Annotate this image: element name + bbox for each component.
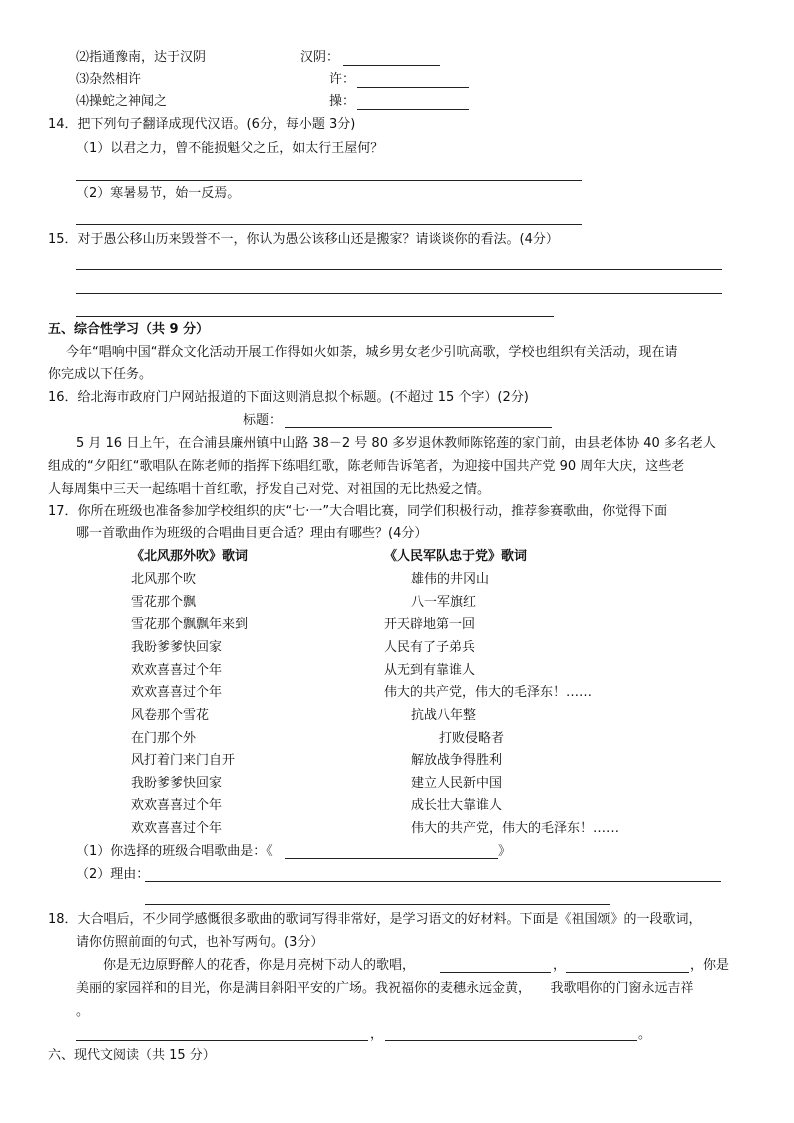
lyric-line: 我盼爹爹快回家 bbox=[131, 640, 223, 655]
lyric-line: 在门那个外 bbox=[131, 731, 197, 746]
q18-line-1: 18．大合唱后，不少同学感慨很多歌曲的歌词写得非常好，是学习语文的好材料。下面是《祖国颂》的一段歌词， bbox=[48, 912, 702, 927]
section-5-intro-2: 你完成以下任务。 bbox=[48, 367, 153, 382]
lyric-line: 风卷那个雪花 bbox=[131, 708, 210, 723]
q13-label-3: 许： bbox=[329, 72, 356, 87]
answer-line[interactable] bbox=[76, 180, 582, 181]
q13-item-2: ⑵指通豫南，达于汉阴 bbox=[76, 50, 207, 65]
song-b-title: 《人民军队忠于党》歌词 bbox=[384, 549, 528, 564]
lyric-line: 雪花那个飘飘年来到 bbox=[131, 617, 249, 632]
lyric-line: 伟大的共产党，伟大的毛泽东！…… bbox=[384, 685, 593, 700]
q18-poem-line-2: 美丽的家园祥和的目光，你是满目斜阳平安的广场。我祝福你的麦穗永远金黄， 我歌唱你的门窗永远吉祥 bbox=[76, 981, 694, 996]
lyric-line: 雄伟的井冈山 bbox=[411, 572, 490, 587]
lyric-line: 欢欢喜喜过个年 bbox=[131, 798, 223, 813]
answer-line[interactable] bbox=[357, 109, 469, 110]
q13-item-3: ⑶杂然相许 bbox=[76, 72, 142, 87]
q16-news-line-3: 人每周集中三天一起练唱十首红歌，抒发自己对党、对祖国的无比热爱之情。 bbox=[48, 482, 491, 497]
answer-line[interactable] bbox=[76, 316, 554, 317]
q17-answer-1-label: （1）你选择的班级合唱歌曲是：《 bbox=[76, 844, 273, 859]
q13-label-2: 汉阴： bbox=[300, 50, 340, 65]
lyric-line: 开天辟地第一回 bbox=[384, 617, 476, 632]
q16-title: 16．给北海市政府门户网站报道的下面这则消息拟个标题。(不超过 15 个字）(2分) bbox=[48, 390, 529, 405]
answer-line[interactable] bbox=[76, 1040, 368, 1041]
q17-answer-2-label: （2）理由： bbox=[76, 867, 150, 882]
song-a-title: 《北风那外吹》歌词 bbox=[131, 549, 249, 564]
lyric-line: 北风那个吹 bbox=[131, 572, 197, 587]
q17-answer-1-close: 》 bbox=[498, 844, 512, 859]
answer-line[interactable] bbox=[385, 1040, 637, 1041]
q14-title: 14．把下列句子翻译成现代汉语。(6分，每小题 3分) bbox=[48, 117, 356, 132]
lyric-line: 风打着门来门自开 bbox=[131, 753, 236, 768]
answer-line[interactable] bbox=[357, 87, 469, 88]
lyric-line: 从无到有靠谁人 bbox=[384, 663, 476, 678]
q18-poem-cont: ，你是 bbox=[690, 958, 730, 973]
q14-sentence-2: （2）寒暑易节，始一反焉。 bbox=[76, 186, 241, 201]
answer-line[interactable] bbox=[343, 65, 440, 66]
q18-sep: ， bbox=[370, 1027, 384, 1042]
lyric-line: 抗战八年整 bbox=[411, 708, 477, 723]
q13-label-4: 操： bbox=[329, 94, 356, 109]
section-5-intro-1: 今年“唱响中国“群众文化活动开展工作得如火如荼，城乡男女老少引吭高歌，学校也组织有关活动，现在请 bbox=[66, 345, 678, 360]
q15-title: 15．对于愚公移山历来毁誉不一，你认为愚公该移山还是搬家？请谈谈你的看法。(4分） bbox=[48, 232, 559, 247]
q18-comma: ， bbox=[553, 958, 567, 973]
lyric-line: 八一军旗红 bbox=[411, 595, 477, 610]
title-answer-line[interactable] bbox=[285, 427, 552, 428]
reason-line[interactable] bbox=[145, 904, 610, 905]
q16-title-label: 标题： bbox=[243, 413, 283, 428]
song-choice-line[interactable] bbox=[285, 858, 498, 859]
lyric-line: 欢欢喜喜过个年 bbox=[131, 685, 223, 700]
section-5-heading: 五、综合性学习（共 9 分） bbox=[48, 322, 210, 337]
answer-line[interactable] bbox=[76, 224, 582, 225]
lyric-line: 我盼爹爹快回家 bbox=[131, 776, 223, 791]
lyric-line: 人民有了子弟兵 bbox=[384, 640, 476, 655]
q18-poem-line-3: 。 bbox=[76, 1004, 90, 1019]
lyric-line: 雪花那个飘 bbox=[131, 595, 197, 610]
q18-end: 。 bbox=[638, 1027, 652, 1042]
q17-line-1: 17．你所在班级也准备参加学校组织的庆“七·一”大合唱比赛，同学们积极行动，推荐参赛歌曲，你觉得下面 bbox=[48, 504, 668, 519]
q16-news-line-1: 5 月 16 日上午，在合浦县廉州镇中山路 38－2 号 80 多岁退休教师陈铭莲的家门前，由县老体协 40 多名老人 bbox=[76, 436, 716, 451]
answer-line[interactable] bbox=[76, 269, 722, 270]
section-6-heading: 六、现代文阅读（共 15 分） bbox=[48, 1048, 216, 1063]
lyric-line: 打败侵略者 bbox=[439, 731, 505, 746]
q14-sentence-1: （1）以君之力，曾不能损魁父之丘，如太行王屋何？ bbox=[76, 141, 384, 156]
lyric-line: 解放战争得胜利 bbox=[411, 753, 503, 768]
q18-line-2: 请你仿照前面的句式，也补写两句。(3分） bbox=[76, 935, 324, 950]
answer-line[interactable] bbox=[440, 972, 551, 973]
q13-item-4: ⑷操蛇之神闻之 bbox=[76, 94, 168, 109]
lyric-line: 欢欢喜喜过个年 bbox=[131, 663, 223, 678]
reason-line[interactable] bbox=[145, 881, 721, 882]
answer-line[interactable] bbox=[76, 293, 722, 294]
lyric-line: 欢欢喜喜过个年 bbox=[131, 821, 223, 836]
q18-poem-start: 你是无边原野醉人的花香，你是月亮树下动人的歌唱， bbox=[103, 958, 416, 973]
lyric-line: 成长壮大靠谁人 bbox=[411, 798, 503, 813]
q16-news-line-2: 组成的“夕阳红“歌唱队在陈老师的指挥下练唱红歌，陈老师告诉笔者，为迎接中国共产党 90 周年大庆，这些老 bbox=[48, 459, 685, 474]
q17-line-2: 哪一首歌曲作为班级的合唱曲目更合适？理由有哪些？(4分） bbox=[76, 526, 428, 541]
lyric-line: 建立人民新中国 bbox=[411, 776, 503, 791]
answer-line[interactable] bbox=[566, 972, 689, 973]
lyric-line: 伟大的共产党，伟大的毛泽东！…… bbox=[411, 821, 620, 836]
